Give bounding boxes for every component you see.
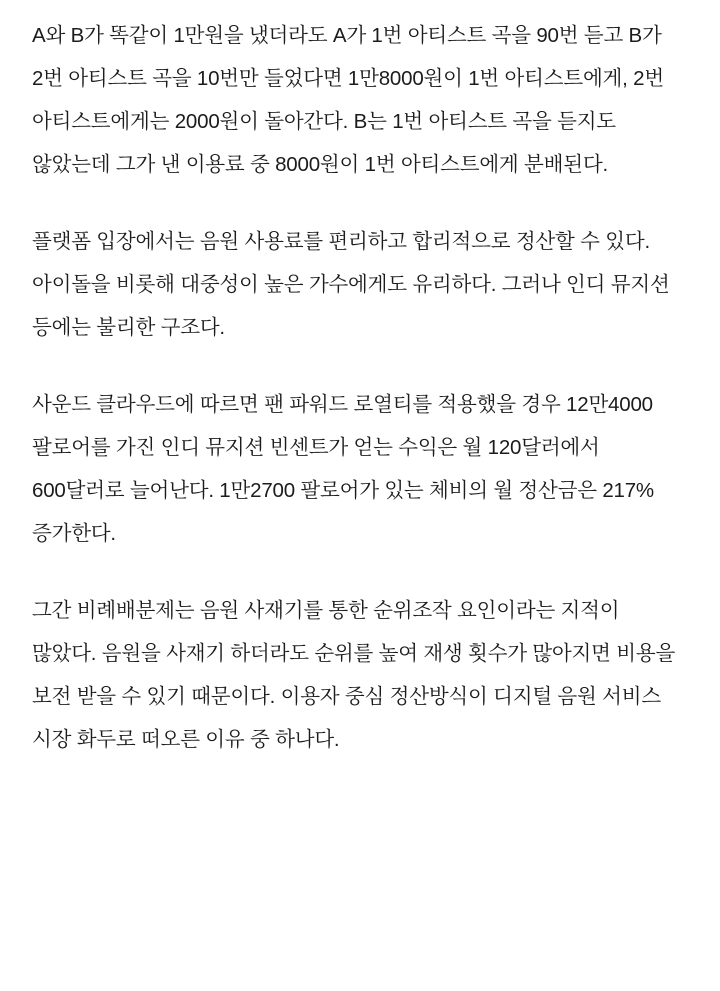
article-paragraph: 플랫폼 입장에서는 음원 사용료를 편리하고 합리적으로 정산할 수 있다. 아이돌을 비롯해 대중성이 높은 가수에게도 유리하다. 그러나 인디 뮤지션 등에는 불리한 구조다. <box>32 230 676 339</box>
article-paragraph: 그간 비례배분제는 음원 사재기를 통한 순위조작 요인이라는 지적이 많았다. 음원을 사재기 하더라도 순위를 높여 재생 횟수가 많아지면 비용을 보전 받을 수 있기 때문이다. 이용자 중심 정산방식이 디지털 음원 서비스 시장 화두로 떠오른 이유 중 하나다. <box>32 599 681 751</box>
article-paragraph: 사운드 클라우드에 따르면 팬 파워드 로열티를 적용했을 경우 12만4000 팔로어를 가진 인디 뮤지션 빈센트가 얻는 수익은 월 120달러에서 600달러로 늘어난다. 1만2700 팔로어가 있는 체비의 월 정산금은 217% 증가한다. <box>32 393 660 545</box>
article-paragraph: A와 B가 똑같이 1만원을 냈더라도 A가 1번 아티스트 곡을 90번 듣고 B가 2번 아티스트 곡을 10번만 들었다면 1만8000원이 1번 아티스트에게, 2번 아티스트에게는 2000원이 돌아간다. B는 1번 아티스트 곡을 듣지도 않았는데 그가 낸 이용료 중 8000원이 1번 아티스트에게 분배된다. <box>32 24 670 176</box>
